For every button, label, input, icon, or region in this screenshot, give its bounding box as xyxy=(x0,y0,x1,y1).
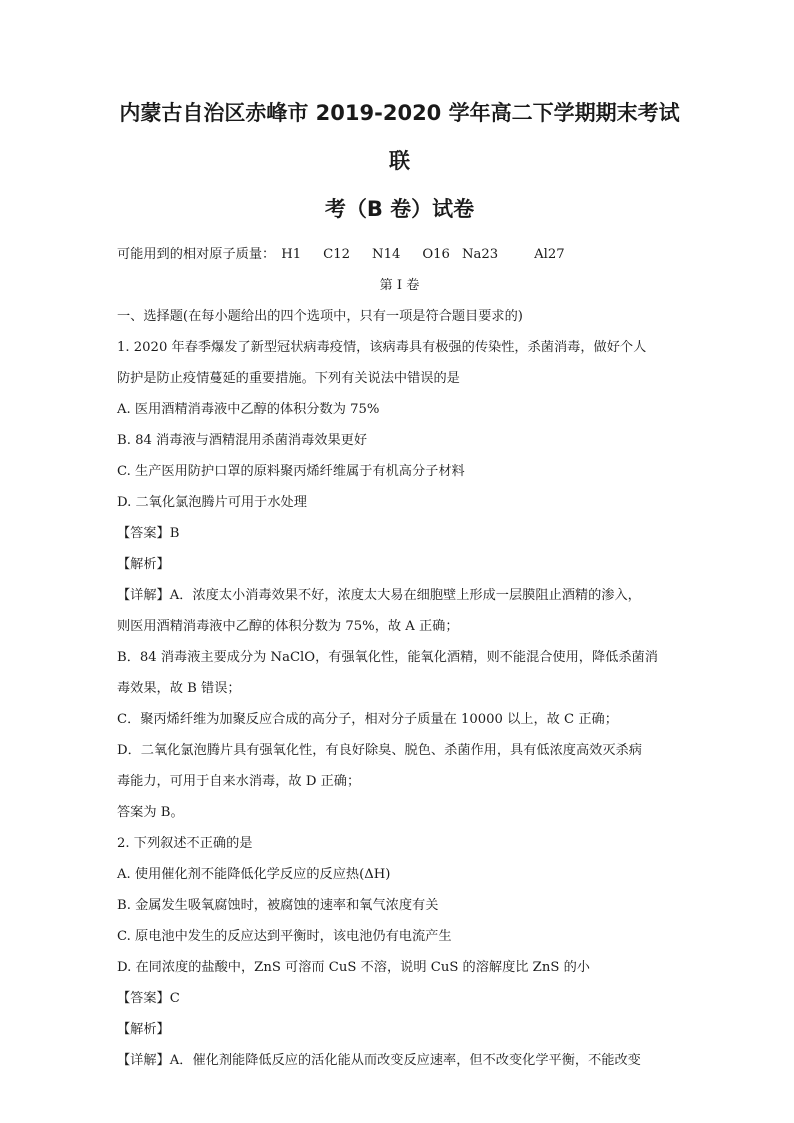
analysis-line: 毒能力，可用于自来水消毒，故 D 正确； xyxy=(117,774,361,789)
analysis-line: 毒效果，故 B 错误； xyxy=(117,681,241,696)
mass-al: Al27 xyxy=(534,247,565,262)
title-line-1: 内蒙古自治区赤峰市 2019-2020 学年高二下学期期末考试联 xyxy=(119,101,680,173)
volume-label: 第 I 卷 xyxy=(379,278,420,293)
question-2 xyxy=(117,828,682,1076)
atomic-masses-label: 可能用到的相对原子质量： xyxy=(117,247,276,262)
question-stem-line: 2. 下列叙述不正确的是 xyxy=(117,836,253,851)
mass-o: O16 xyxy=(422,247,450,262)
analysis-conclusion: 答案为 B。 xyxy=(117,805,184,820)
analysis-label: 【解析】 xyxy=(117,1022,170,1037)
option-d: D. 在同浓度的盐酸中，ZnS 可溶而 CuS 不溶，说明 CuS 的溶解度比 ZnS 的小 xyxy=(117,960,590,975)
analysis-line: 则医用酒精消毒液中乙醇的体积分数为 75%，故 A 正确； xyxy=(117,619,459,634)
analysis-line: D．二氧化氯泡腾片具有强氧化性，有良好除臭、脱色、杀菌作用，具有低浓度高效灭杀病 xyxy=(117,743,642,758)
mass-na: Na23 xyxy=(461,247,499,262)
option-d: D. 二氧化氯泡腾片可用于水处理 xyxy=(117,495,307,510)
option-b: B. 84 消毒液与酒精混用杀菌消毒效果更好 xyxy=(117,433,368,448)
option-b: B. 金属发生吸氧腐蚀时，被腐蚀的速率和氧气浓度有关 xyxy=(117,898,439,913)
answer-label: 【答案】B xyxy=(117,526,180,541)
analysis-line: C．聚丙烯纤维为加聚反应合成的高分子，相对分子质量在 10000 以上，故 C 正确； xyxy=(117,712,618,727)
option-a: A. 使用催化剂不能降低化学反应的反应热(ΔH) xyxy=(117,867,391,882)
analysis-label: 【解析】 xyxy=(117,557,170,572)
section-heading: 一、选择题(在每小题给出的四个选项中，只有一项是符合题目要求的) xyxy=(117,309,523,324)
answer-label: 【答案】C xyxy=(117,991,180,1006)
option-a: A. 医用酒精消毒液中乙醇的体积分数为 75% xyxy=(117,402,380,417)
question-1 xyxy=(117,332,682,828)
option-c: C. 生产医用防护口罩的原料聚丙烯纤维属于有机高分子材料 xyxy=(117,464,465,479)
title-line-2: 考（B 卷）试卷 xyxy=(324,197,475,221)
mass-h: H1 xyxy=(281,247,302,262)
option-c: C. 原电池中发生的反应达到平衡时，该电池仍有电流产生 xyxy=(117,929,452,944)
mass-n: N14 xyxy=(372,247,401,262)
question-stem-line: 防护是防止疫情蔓延的重要措施。下列有关说法中错误的是 xyxy=(117,371,460,386)
question-stem-line: 1. 2020 年春季爆发了新型冠状病毒疫情，该病毒具有极强的传染性，杀菌消毒，做好个人 xyxy=(117,340,647,355)
mass-c: C12 xyxy=(323,247,351,262)
analysis-line: 【详解】A．浓度太小消毒效果不好，浓度太大易在细胞壁上形成一层膜阻止酒精的渗入， xyxy=(117,588,641,603)
analysis-line: 【详解】A．催化剂能降低反应的活化能从而改变反应速率，但不改变化学平衡，不能改变 xyxy=(117,1053,641,1068)
analysis-line: B．84 消毒液主要成分为 NaClO，有强氧化性，能氧化酒精，则不能混合使用，降低杀菌消 xyxy=(117,650,658,665)
atomic-masses-line xyxy=(117,239,682,270)
